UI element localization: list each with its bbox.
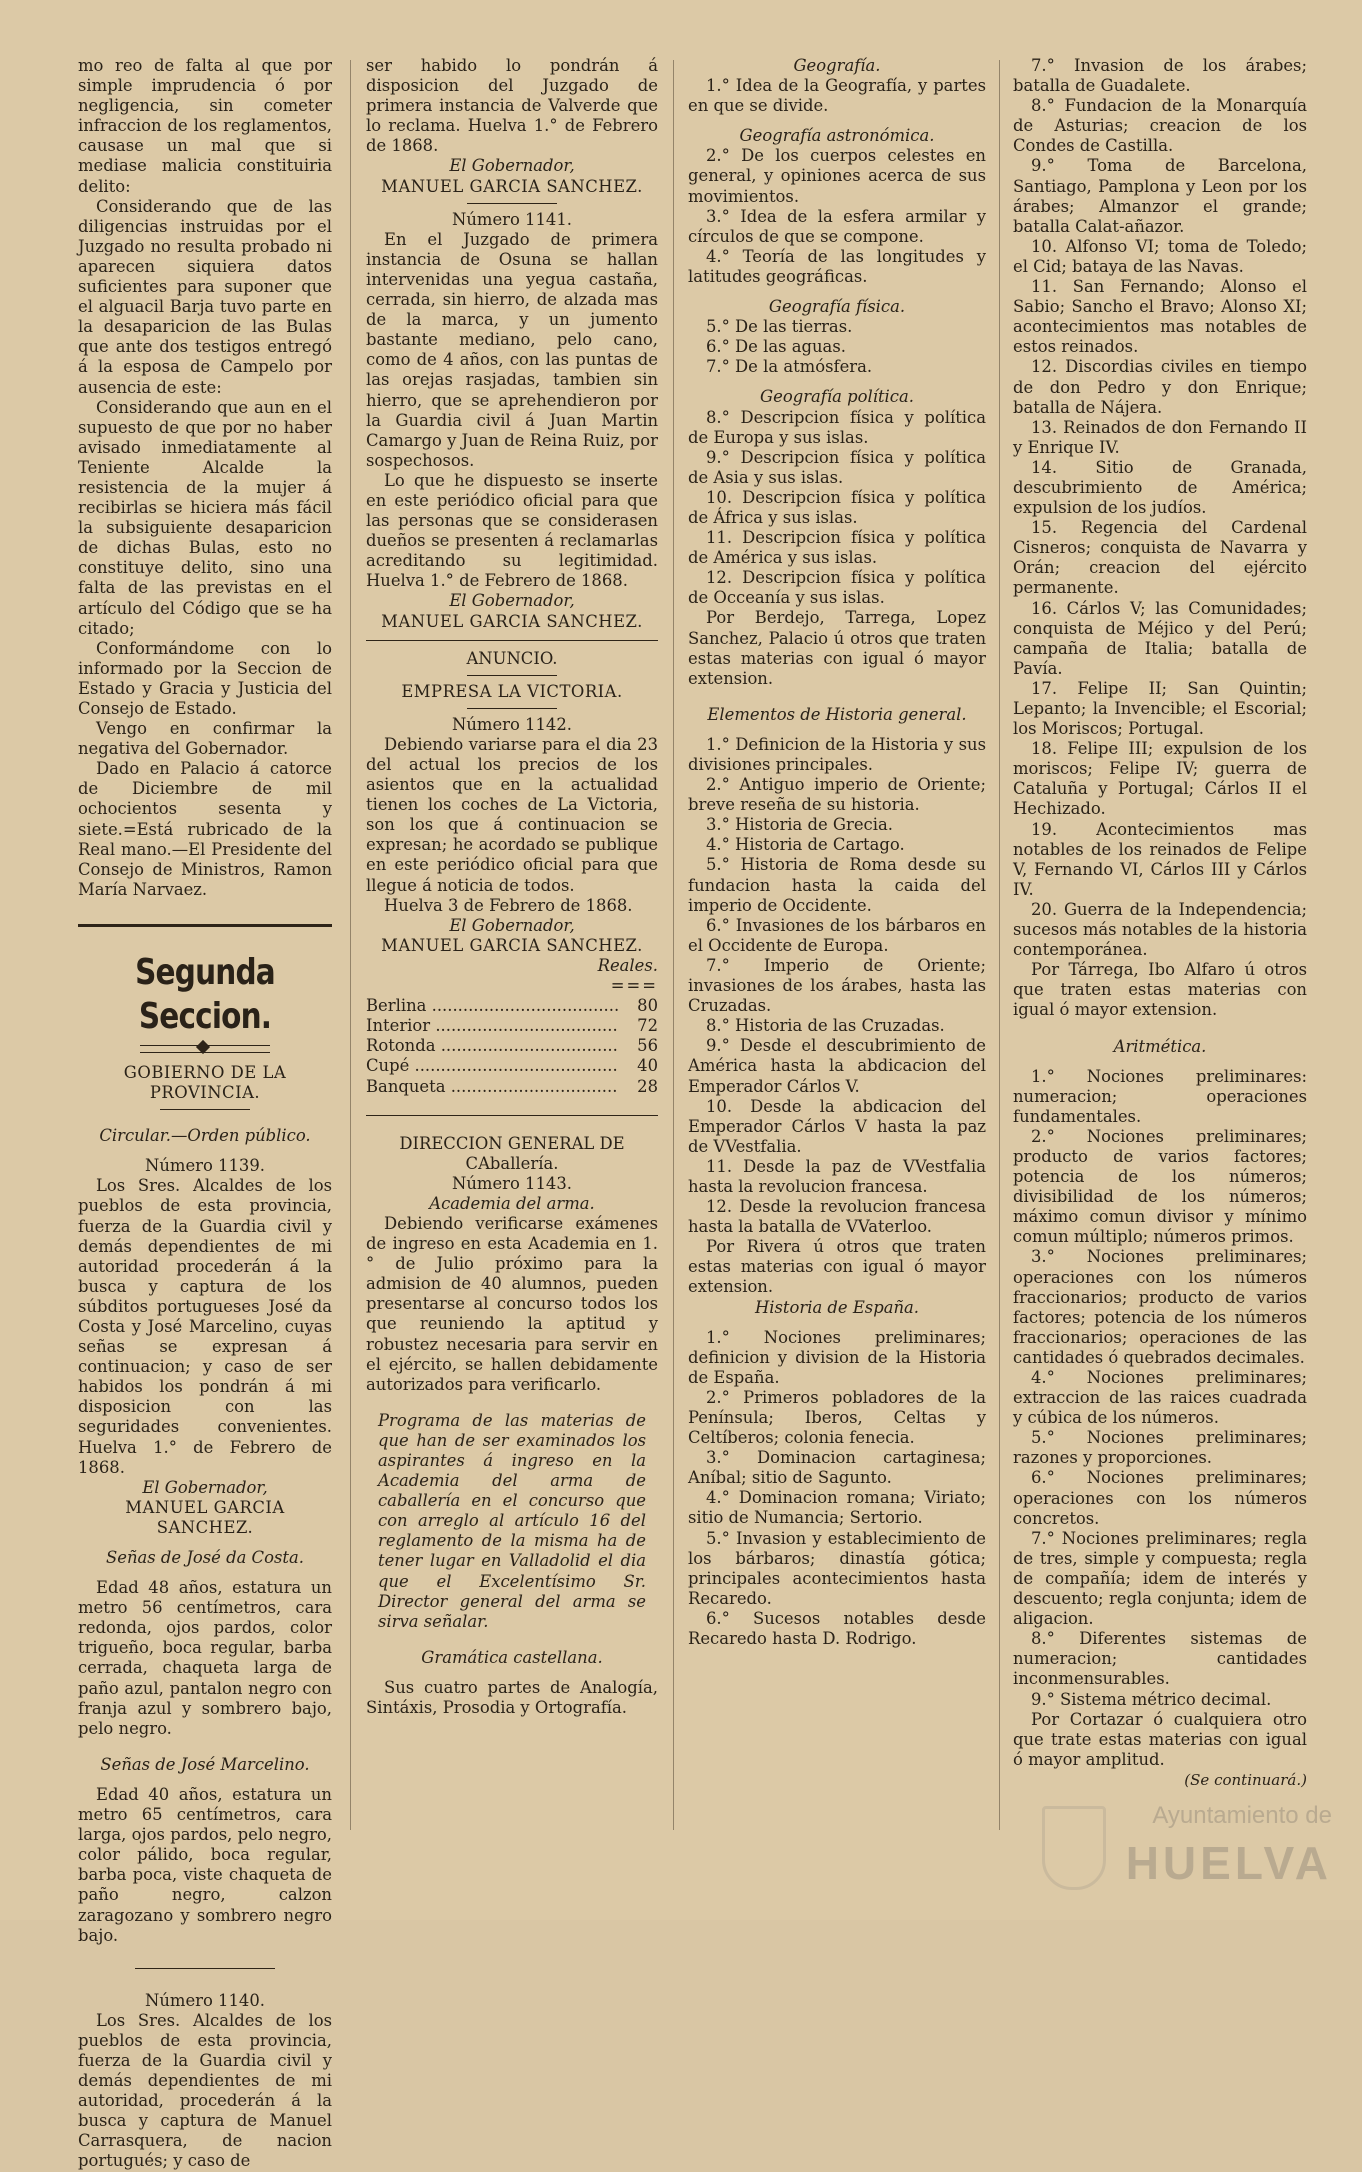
price-row [366,1036,658,1056]
list-item: 1.° Nociones preliminares; definicion y division de la Historia de España. [688,1327,986,1387]
paragraph: ser habido lo pondrán á disposicion del Juzgado de primera instancia de Valverde que lo reclama. Huelva 1.° de Febrero de 1868. [366,56,658,156]
column-3 [688,56,986,1649]
list-item: 2.° Antiguo imperio de Oriente; breve reseña de su historia. [688,775,986,815]
list-item: 10. Desde la abdicacion del Emperador Cárlos V hasta la paz de VVestfalia. [688,1096,986,1156]
list-item: 1.° Definicion de la Historia y sus divisiones principales. [688,734,986,774]
list-item: 2.° Nociones preliminares; producto de varios factores; potencia de los números; divisibilidad de los números; máximo comun divisor y mínimo comun múltiplo; números primos. [1013,1126,1307,1247]
list-item: 7.° Nociones preliminares; regla de tres, simple y compuesta; regla de compañía; idem de interés y descuento; regla conjunta; idem de aligacion. [1013,1528,1307,1629]
list-item: 1.° Idea de la Geografía, y partes en que se divide. [688,76,986,116]
list-item: 8.° Descripcion física y política de Europa y sus islas. [688,407,986,447]
column-rule [999,60,1000,1830]
paragraph: Por Berdejo, Tarrega, Lopez Sanchez, Palacio ú otros que traten estas materias con igual ó mayor extension. [688,608,986,688]
subheading: Geografía física. [768,297,906,317]
section-title: Segunda Seccion. [135,951,275,1037]
list-item: 7.° De la atmósfera. [706,357,873,377]
price-label: Berlina ..... [366,996,618,1016]
column-1 [78,56,332,2172]
list-item: 16. Cárlos V; las Comunidades; conquista de Méjico y del Perú; campaña de Italia; batalla de Pavía. [1013,598,1307,678]
section-heading: ANUNCIO. [466,648,558,668]
list-item: 20. Guerra de la Independencia; sucesos más notables de la historia contemporánea. [1013,899,1307,960]
price-row [366,1016,658,1036]
list-item: 14. Sitio de Granada, descubrimiento de América; expulsion de los judíos. [1013,457,1307,518]
price-unit-label: Reales. [597,955,658,975]
divider [467,708,557,709]
price-unit-rule: === [610,976,658,996]
subheading: Geografía política. [760,387,914,407]
paragraph: Considerando que aun en el supuesto de que por no haber avisado inmediatamente al Teniente Alcalde la resistencia de la mujer á recibirlas se hiciera más fácil la subsiguiente desaparicion de dichas Bulas, esto no constituye delito, sino una falta de las previstas en el artículo del Código que se ha citado; [78,397,332,638]
list-item: 9.° Toma de Barcelona, Santiago, Pamplona y Leon por los árabes; Almanzor el grande; batalla Calat-añazor. [1013,156,1307,236]
notice-number: Número 1142. [452,714,572,734]
signature-name: MANUEL GARCIA SANCHEZ. [125,1497,285,1537]
list-item: 9.° Descripcion física y política de Asia y sus islas. [688,447,986,487]
list-item: 5.° De las tierras. [706,317,853,337]
paragraph: Por Tárrega, Ibo Alfaro ú otros que traten estas materias con igual ó mayor extension. [1013,960,1307,1020]
continued-note: (Se continuará.) [1184,1770,1307,1789]
list-item: 1.° Nociones preliminares: numeracion; operaciones fundamentales. [1013,1066,1307,1126]
paragraph: mo reo de falta al que por simple imprudencia ó por negligencia, sin cometer infraccion de los reglamentos, causase un mal que si mediase malicia constituiria delito: [78,56,332,196]
list-item: 5.° Invasion y establecimiento de los bárbaros; dinastía gótica; principales acontecimientos hasta Recaredo. [688,1528,986,1608]
subheading: Academia del arma. [429,1193,595,1213]
paragraph: Debiendo verificarse exámenes de ingreso en esta Academia en 1.° de Julio próximo para la admision de 40 alumnos, pueden presentarse al concurso todos los que reuniendo la aptitud y robustez necesaria para servir en el ejército, se hallen debidamente autorizados para verificarlo. [366,1213,658,1394]
list-item: 6.° Sucesos notables desde Recaredo hasta D. Rodrigo. [688,1608,986,1649]
signature-title: El Gobernador, [449,591,575,611]
paragraph: Los Sres. Alcaldes de los pueblos de esta provincia, fuerza de la Guardia civil y demás dependientes de mi autoridad procederán á la busca y captura de los súbditos portugueses José da Costa y José Marcelino, cuyas señas se expresan á continuacion; y caso de ser habidos los pondrán á mi disposicion con las seguridades convenientes. Huelva 1.° de Febrero de 1868. [78,1176,332,1477]
notice-number: Número 1140. [145,1990,265,2010]
section-heading: GOBIERNO DE LA PROVINCIA. [123,1062,287,1103]
company-name: EMPRESA LA VICTORIA. [401,681,623,701]
watermark-line2: HUELVA [1125,1837,1332,1889]
list-item: 3.° Idea de la esfera armilar y círculos de que se compone. [688,206,986,246]
divider [135,1968,275,1969]
paragraph: Edad 48 años, estatura un metro 56 centímetros, cara redonda, ojos pardos, color trigueño, boca regular, barba cerrada, chaqueta larga de paño azul, pantalon negro con franja azul y sombrero bajo, pelo negro. [78,1578,332,1738]
list-item: 15. Regencia del Cardenal Cisneros; conquista de Navarra y Orán; creacion del ejército permanente. [1013,518,1307,598]
list-item: 6.° De las aguas. [706,337,846,357]
list-item: 4.° Dominacion romana; Viriato; sitio de Numancia; Sertorio. [688,1488,986,1528]
notice-number: Número 1143. [452,1173,572,1193]
subheading: Elementos de Historia general. [707,704,967,724]
paragraph: Lo que he dispuesto se inserte en este periódico oficial para que las personas que se considerasen dueños se presenten á reclamarlas acreditando su legitimidad. Huelva 1.° de Febrero de 1868. [366,470,658,591]
ornament-divider [140,1045,270,1053]
price-label: Rotonda ..... [366,1036,618,1056]
column-4 [1013,56,1307,1790]
subheading: Señas de José da Costa. [106,1548,304,1567]
paragraph: Por Cortazar ó cualquiera otro que trate estas materias con igual ó mayor amplitud. [1013,1709,1307,1769]
paragraph: Vengo en confirmar la negativa del Gobernador. [78,719,332,759]
signature-title: El Gobernador, [449,156,575,176]
divider [366,640,658,641]
paragraph: Debiendo variarse para el dia 23 del actual los precios de los asientos que en la actualidad tienen los coches de La Victoria, son los que á continuacion se expresan; he acordado se publique en este periódico oficial para que llegue á noticia de todos. [366,734,658,895]
price-value: 72 [637,1016,658,1036]
divider [366,1115,658,1116]
signature-title: El Gobernador, [142,1477,268,1497]
price-label: Banqueta ..... [366,1077,618,1097]
list-item: 10. Descripcion física y política de África y sus islas. [688,487,986,527]
list-item: 9.° Sistema métrico decimal. [1031,1689,1272,1709]
signature-name: MANUEL GARCIA SANCHEZ. [381,176,643,196]
price-table [366,996,658,1096]
price-row [366,1077,658,1097]
divider [78,924,332,927]
list-item: 3.° Nociones preliminares; operaciones con los números fraccionarios; producto de varios factores; potencia de los números fraccionarios; operaciones de las cantidades ó quebrados decimales. [1013,1247,1307,1367]
subheading: Gramática castellana. [421,1647,603,1667]
price-value: 80 [637,996,658,1016]
paragraph: Sus cuatro partes de Analogía, Sintáxis, Prosodia y Ortografía. [366,1677,658,1718]
column-rule [350,60,351,1830]
list-item: 18. Felipe III; expulsion de los moriscos; Felipe IV; guerra de Cataluña y Portugal; Cárlos II el Hechizado. [1013,739,1307,819]
watermark [1042,1798,1332,1908]
column-2 [366,56,658,1718]
paragraph: En el Juzgado de primera instancia de Osuna se hallan intervenidas una yegua castaña, cerrada, sin hierro, de alzada mas de la marca, y un jumento bastante mediano, pelo cano, como de 4 años, con las puntas de las orejas rasjadas, tambien sin hierro, que se aprehendieron por la Guardia civil á Juan Martin Camargo y Juan de Reina Ruiz, por sospechosos. [366,229,658,470]
subheading: Aritmética. [1113,1036,1207,1056]
list-item: 2.° De los cuerpos celestes en general, y opiniones acerca de sus movimientos. [688,146,986,206]
price-value: 56 [637,1036,658,1056]
subheading: Circular.—Orden público. [99,1126,311,1146]
subheading: Señas de José Marcelino. [100,1754,310,1774]
list-item: 4.° Teoría de las longitudes y latitudes geográficas. [688,246,986,286]
list-item: 19. Acontecimientos mas notables de los reinados de Felipe V, Fernando VI, Cárlos III y Cárlos IV. [1013,819,1307,899]
column-rule [673,60,674,1830]
paragraph: Conformándome con lo informado por la Seccion de Estado y Gracia y Justicia del Consejo de Estado. [78,638,332,718]
paragraph: Dado en Palacio á catorce de Diciembre de mil ochocientos sesenta y siete.=Está rubricado de la Real mano.—El Presidente del Consejo de Ministros, Ramon María Narvaez. [78,759,332,899]
list-item: 11. San Fernando; Alonso el Sabio; Sancho el Bravo; Alonso XI; acontecimientos mas notables de estos reinados. [1013,277,1307,357]
list-item: 7.° Imperio de Oriente; invasiones de los árabes, hasta las Cruzadas. [688,955,986,1016]
list-item: 6.° Invasiones de los bárbaros en el Occidente de Europa. [688,915,986,955]
signature-title: El Gobernador, [449,915,575,935]
list-item: 11. Desde la paz de VVestfalia hasta la revolucion francesa. [688,1156,986,1196]
subheading: Historia de España. [754,1297,920,1317]
price-label: Cupé ..... [366,1056,618,1076]
list-item: 12. Discordias civiles en tiempo de don Pedro y don Enrique; batalla de Nájera. [1013,357,1307,417]
notice-number: Número 1139. [145,1156,265,1176]
program-intro: Programa de las materias de que han de ser examinados los aspirantes á ingreso en la Academia del arma de caballería en el concurso que con arreglo al artículo 16 del reglamento de la misma ha de tener lugar en Valladolid el dia que el Excelentísimo Sr. Director general del arma se sirva señalar. [378,1410,646,1631]
list-item: 3.° Historia de Grecia. [706,815,893,835]
list-item: 11. Descripcion física y política de América y sus islas. [688,528,986,568]
list-item: 12. Descripcion física y política de Occeanía y sus islas. [688,568,986,608]
watermark-line1: Ayuntamiento de [1152,1802,1332,1829]
divider [160,1109,250,1110]
price-value: 28 [637,1076,658,1096]
price-row [366,1056,658,1076]
divider [467,675,557,676]
list-item: 5.° Historia de Roma desde su fundacion hasta la caida del imperio de Occidente. [688,855,986,915]
paragraph: Por Rivera ú otros que traten estas materias con igual ó mayor extension. [688,1237,986,1297]
list-item: 2.° Primeros pobladores de la Península; Iberos, Celtas y Celtíberos; colonia fenecia. [688,1387,986,1448]
coat-of-arms-icon [1042,1806,1106,1890]
list-item: 4.° Nociones preliminares; extraccion de las raices cuadrada y cúbica de los números. [1013,1368,1307,1428]
list-item: 6.° Nociones preliminares; operaciones con los números concretos. [1013,1468,1307,1528]
list-item: 17. Felipe II; San Quintin; Lepanto; la Invencible; el Escorial; los Moriscos; Portugal. [1013,678,1307,739]
list-item: 7.° Invasion de los árabes; batalla de Guadalete. [1013,56,1307,96]
price-label: Interior ..... [366,1016,618,1036]
paragraph: Edad 40 años, estatura un metro 65 centímetros, cara larga, ojos pardos, pelo negro, color pálido, boca regular, barba poca, viste chaqueta de paño negro, calzon zaragozano y sombrero negro bajo. [78,1784,332,1945]
subheading: Geografía. [793,56,881,75]
price-row [366,996,658,1016]
list-item: 12. Desde la revolucion francesa hasta la batalla de VVaterloo. [688,1197,986,1237]
list-item: 8.° Diferentes sistemas de numeracion; cantidades inconmensurables. [1013,1629,1307,1689]
section-heading: DIRECCION GENERAL DE CAballería. [399,1133,625,1173]
list-item: 8.° Fundacion de la Monarquía de Asturias; creacion de los Condes de Castilla. [1013,96,1307,156]
list-item: 3.° Dominacion cartaginesa; Aníbal; sitio de Sagunto. [688,1448,986,1488]
signature-name: MANUEL GARCIA SANCHEZ. [381,935,643,955]
price-value: 40 [637,1056,658,1076]
paragraph: Huelva 3 de Febrero de 1868. [384,895,633,915]
list-item: 9.° Desde el descubrimiento de América hasta la abdicacion del Emperador Cárlos V. [688,1036,986,1096]
list-item: 10. Alfonso VI; toma de Toledo; el Cid; bataya de las Navas. [1013,236,1307,276]
list-item: 8.° Historia de las Cruzadas. [706,1016,945,1036]
list-item: 4.° Historia de Cartago. [706,835,905,855]
list-item: 13. Reinados de don Fernando II y Enrique IV. [1013,417,1307,457]
list-item: 5.° Nociones preliminares; razones y proporciones. [1013,1428,1307,1468]
signature-name: MANUEL GARCIA SANCHEZ. [381,611,643,631]
divider [467,203,557,204]
subheading: Geografía astronómica. [739,126,935,146]
paragraph: Los Sres. Alcaldes de los pueblos de esta provincia, fuerza de la Guardia civil y demás dependientes de mi autoridad, procederán á la busca y captura de Manuel Carrasquera, de nacion portugués; y caso de [78,2010,332,2171]
notice-number: Número 1141. [452,209,572,229]
paragraph: Considerando que de las diligencias instruidas por el Juzgado no resulta probado ni aparecen siquiera datos suficientes para suponer que el alguacil Barja tuvo parte en la desaparicion de las Bulas que ante dos testigos entregó á la esposa de Campelo por ausencia de este: [78,196,332,397]
